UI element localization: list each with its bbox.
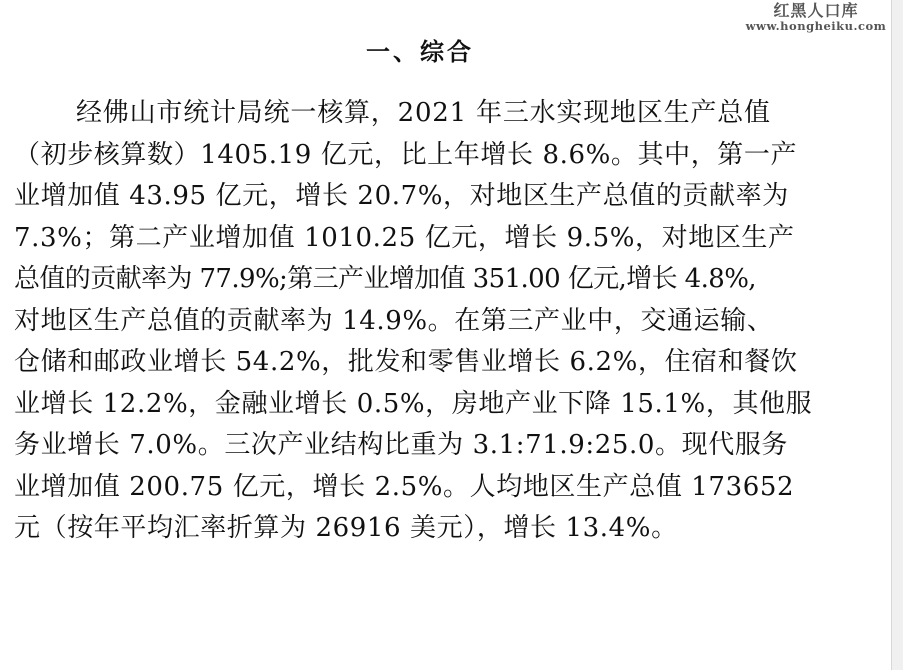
vertical-scrollbar[interactable]: [891, 0, 903, 670]
paragraph-line: 业增加值 43.95 亿元，增长 20.7%，对地区生产总值的贡献率为: [14, 181, 789, 211]
watermark-title: 红黑人口库: [773, 1, 859, 20]
watermark-url: www.hongheiku.com: [745, 18, 887, 33]
paragraph-body: [14, 93, 834, 550]
paragraph-line: 业增长 12.2%，金融业增长 0.5%，房地产业下降 15.1%，其他服: [14, 388, 813, 419]
paragraph-line: 7.3%；第二产业增加值 1010.25 亿元，增长 9.5%，对地区生产: [14, 222, 795, 253]
paragraph-line: 务业增长 7.0%。三次产业结构比重为 3.1:71.9:25.0。现代服务: [14, 430, 789, 460]
watermark: [741, 2, 891, 32]
paragraph-line: 总值的贡献率为 77.9%;第三产业增加值 351.00 亿元,增长 4.8%,: [14, 264, 756, 294]
paragraph-line: 经佛山市统计局统一核算，2021 年三水实现地区生产总值: [76, 98, 771, 128]
paragraph-line: 对地区生产总值的贡献率为 14.9%。在第三产业中，交通运输、: [14, 305, 774, 336]
paragraph-line: （初步核算数）1405.19 亿元，比上年增长 8.6%。其中，第一产: [14, 139, 798, 170]
paragraph-line: 业增加值 200.75 亿元，增长 2.5%。人均地区生产总值 173652: [14, 471, 795, 502]
paragraph-line: 仓储和邮政业增长 54.2%，批发和零售业增长 6.2%，住宿和餐饮: [14, 347, 798, 377]
section-heading: 一、综合: [366, 38, 474, 66]
paragraph-line: 元（按年平均汇率折算为 26916 美元），增长 13.4%。: [14, 513, 678, 543]
